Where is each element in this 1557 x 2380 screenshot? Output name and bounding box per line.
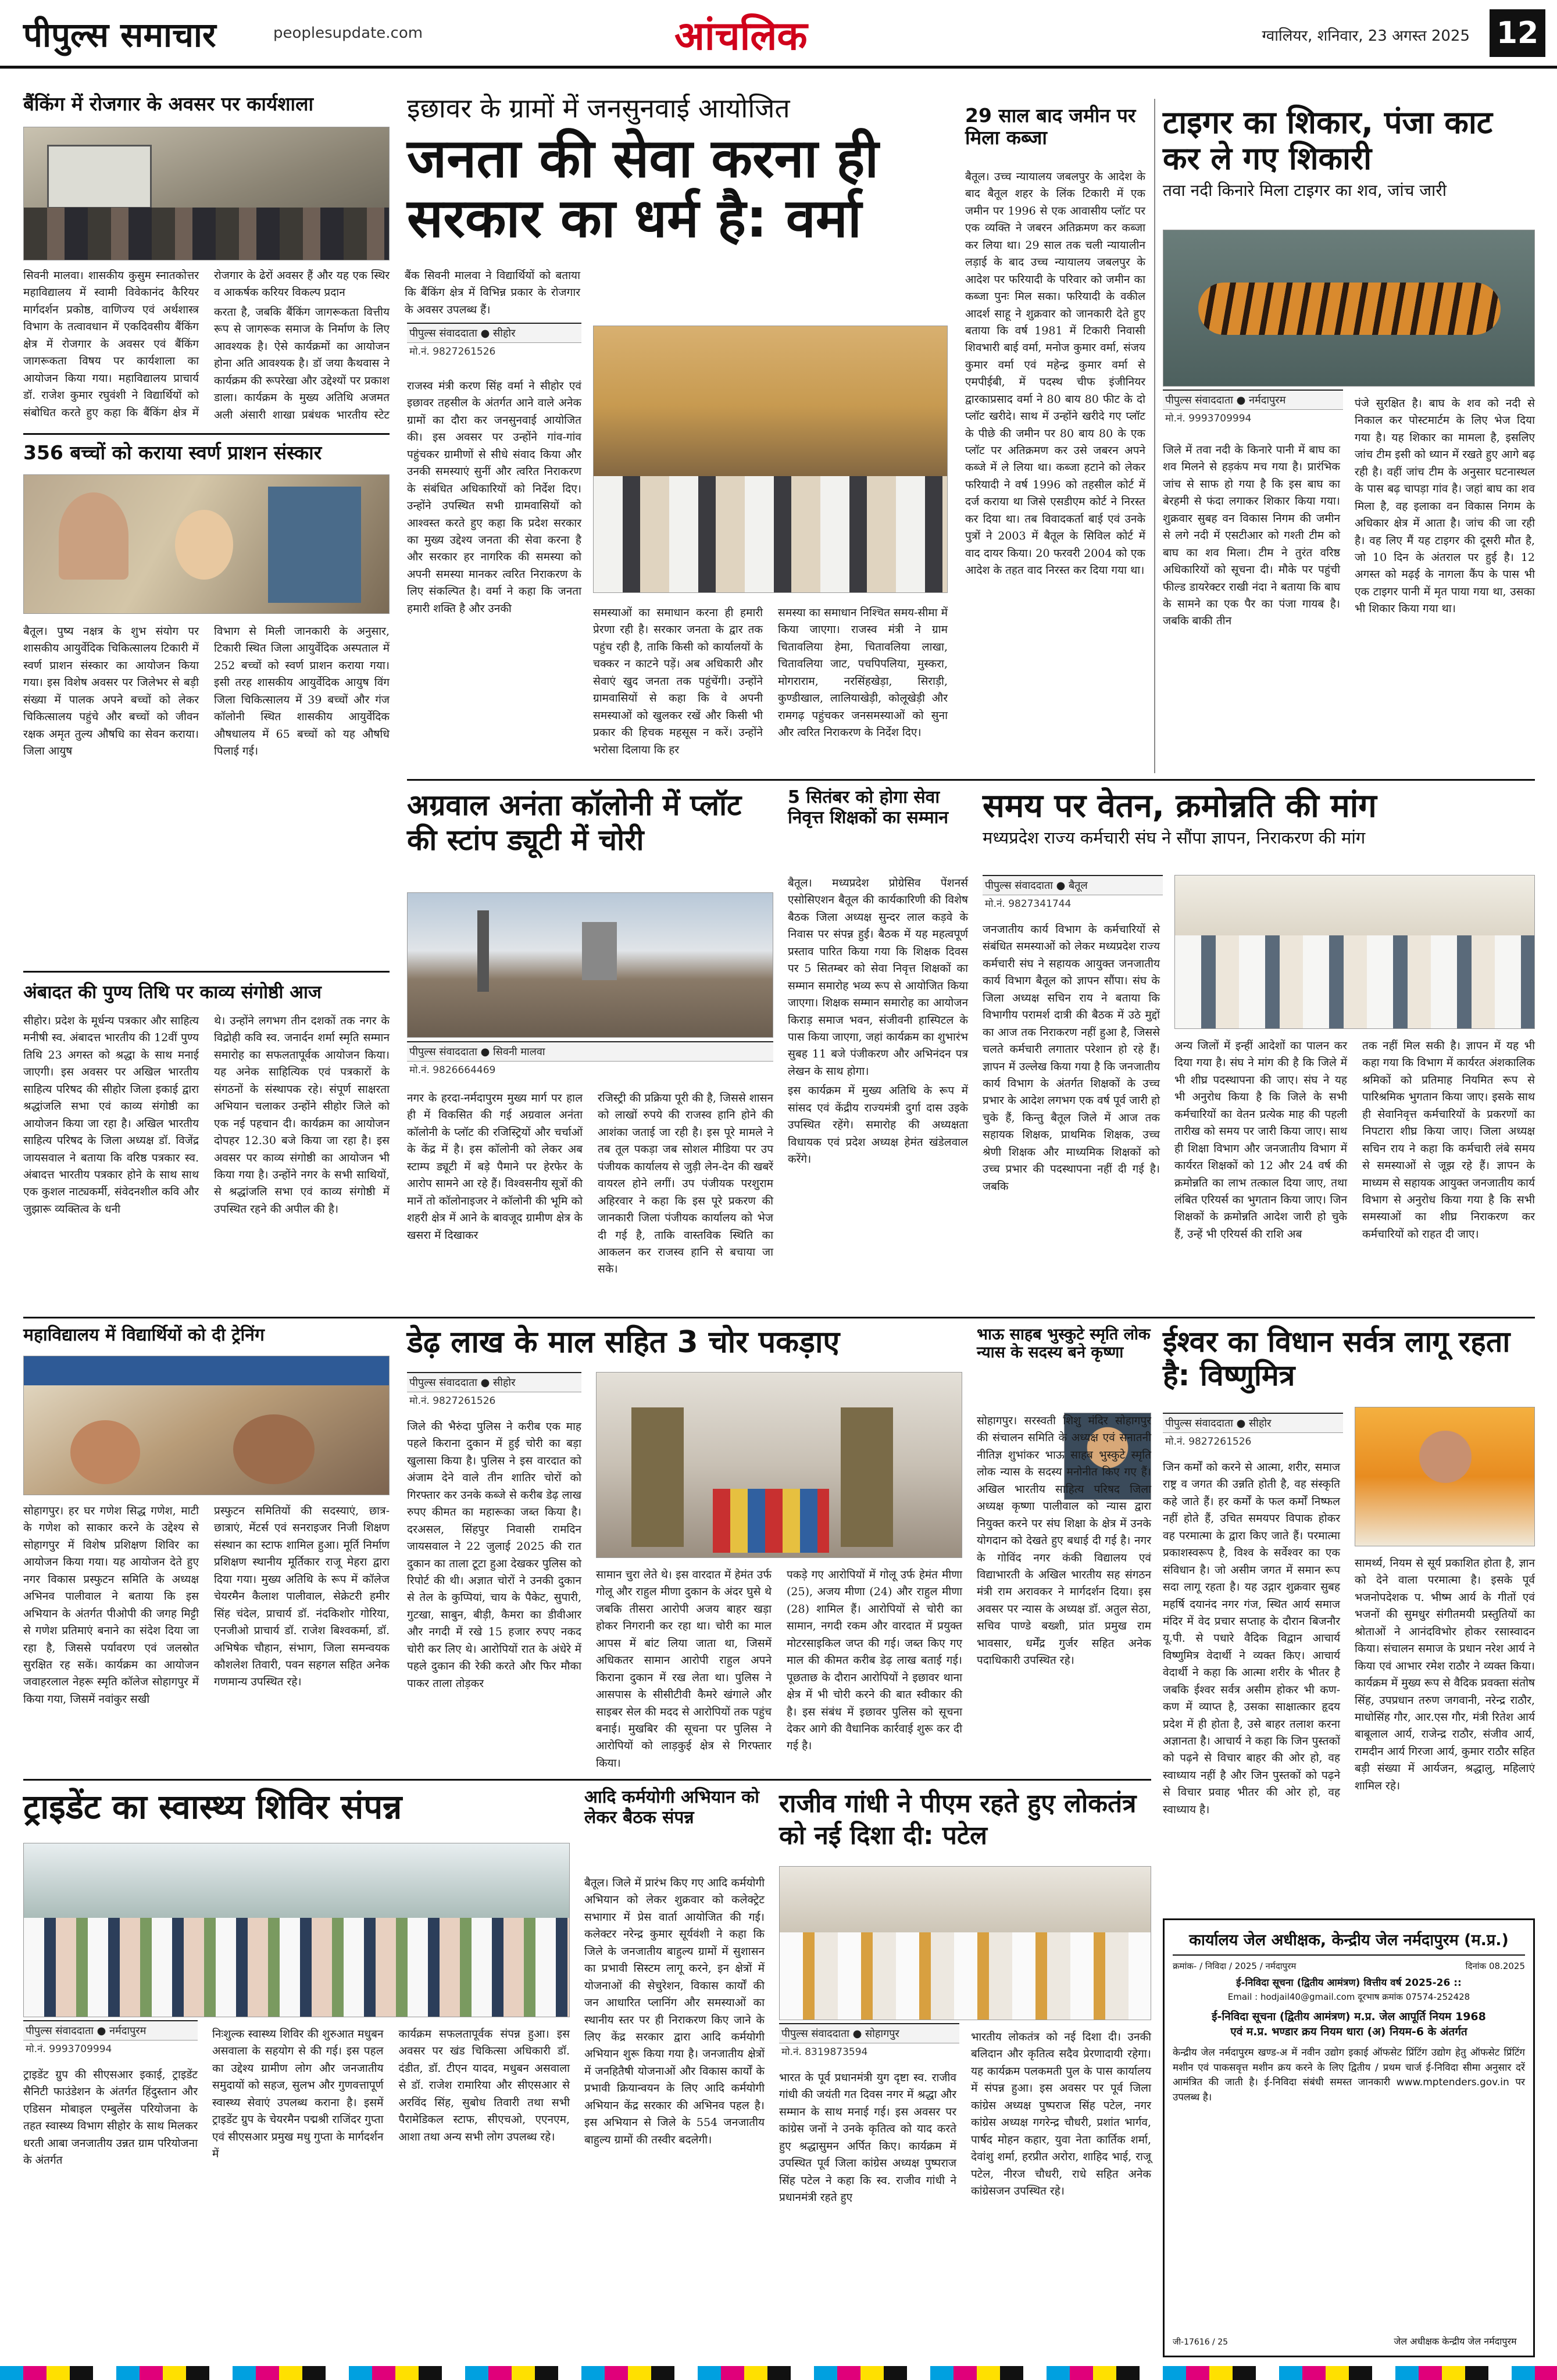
headline: भाऊ साहब भुस्कुटे स्मृति लोक न्यास के सदस्य बने कृष्णा	[977, 1325, 1151, 1362]
notice-footer: जेल अधीक्षक केन्द्रीय जेल नर्मदापुरम	[1394, 2336, 1517, 2347]
byline: पीपुल्स संवाददाता ● सिवनी मालवा	[407, 1041, 773, 1062]
mobile: मो.नं. 8319873594	[781, 2046, 868, 2058]
photo-memorandum	[1174, 875, 1535, 1029]
notice-title: कार्यालय जेल अधीक्षक, केन्द्रीय जेल नर्मदापुरम (म.प्र.)	[1173, 1928, 1525, 1956]
photo-training	[23, 1356, 390, 1495]
headline: ट्राइडेंट का स्वास्थ्य शिविर संपन्न	[23, 1787, 402, 1827]
body: सीहोर। प्रदेश के मूर्धन्य पत्रकार और साहित्य मनीषी स्व. अंबादत्त भारतीय की 12वीं पुण्य तिथि 23 अगस्त को श्रद्धा के साथ मनाई जाएगी। इस अवसर पर अखिल भारतीय साहित्य परिषद की सीहोर जिला इकाई द्वारा श्रद्धांजलि सभा एवं काव्य संगोष्ठी का आयोजन किया जा रहा है। अखिल भारतीय साहित्य परिषद के जिला अध्यक्ष डॉ. विजेंद्र जायसवाल ने बताया कि वरिष्ठ पत्रकार स्व. अंबादत्त भारतीय पत्रकार होने के साथ साथ एक कुशल नाट्यकर्मी, संवेदनशील कवि और जुझारू व्यक्तित्व के धनी थे। उन्होंने लगभग तीन दशकों तक नगर के विद्रोही कवि स्व. जनार्दन शर्मा स्मृति सम्मान समारोह का सफलतापूर्वक आयोजन किया। यह अनेक साहित्यिक एवं पत्रकारों के संगठनों के संस्थापक रहे। संपूर्ण साक्षरता अभियान चलाकर उन्होंने सीहोर जिले को एक नई पहचान दी। कार्यक्रम का आयोजन दोपहर 12.30 बजे किया जा रहा है। इस अवसर पर काव्य संगोष्ठी का आयोजन भी किया गया है। उन्होंने नगर के सभी साथियों, से श्रद्धांजलि सभा एवं काव्य संगोष्ठी में उपस्थित रहने की अपील की है।	[23, 1014, 390, 1216]
byline: पीपुल्स संवाददाता ● सीहोर	[407, 323, 581, 343]
section-title: आंचलिक	[674, 13, 808, 59]
byline: पीपुल्स संवाददाता ● नर्मदापुरम	[23, 2020, 198, 2040]
body: बैतूल। मध्यप्रदेश प्रोग्रेसिव पेंशनर्स एसोसिएशन बैतूल की कार्यकारिणी की विशेष बैठक जिला अध्यक्ष सुन्दर लाल कड़वे के निवास पर संपन्न हुई। बैठक में यह महत्वपूर्ण प्रस्ताव पारित किया गया कि शिक्षक दिवस पर 5 सितम्बर को सेवा निवृत्त शिक्षकों का सम्मान समारोह भव्य रूप से आयोजित किया जाएगा। शिक्षक सम्मान समारोह का आयोजन किराड़ समाज भवन, संजीवनी हास्पिटल के पास किया जाएगा, जहां कार्यक्रम का शुभारंभ सुबह 11 बजे पंजीकरण और अभिनंदन पत्र लेखन के साथ होगा। इस कार्यक्रम में मुख्य अतिथि के रूप में सांसद एवं केंद्रीय राज्यमंत्री दुर्गा दास उइके उपस्थित रहेंगे। समारोह की अध्यक्षता विधायक एवं प्रदेश अध्यक्ष हेमंत खंडेलवाल करेंगे।	[788, 877, 968, 1166]
headline: 5 सितंबर को होगा सेवा निवृत्त शिक्षकों का सम्मान	[788, 787, 949, 828]
body: बैतूल। जिले में प्रारंभ किए गए आदि कर्मयोगी अभियान को लेकर शुक्रवार को कलेक्ट्रेट सभागार में प्रेस वार्ता आयोजित की गई। कलेक्टर नरेन्द्र कुमार सूर्यवंशी ने कहा कि जिले के जनजातीय बाहुल्य ग्रामों में सुशासन का प्रभावी सिस्टम लागू करने, इन क्षेत्रों में योजनाओं की सेचुरेशन, विकास कार्यों की जन आधारित प्लानिंग और समस्याओं का स्थानीय स्तर पर ही निराकरण किए जाने के लिए केंद्र सरकार द्वारा आदि कर्मयोगी अभियान शुरू किया गया है। जनजातीय क्षेत्रों में जनहितैषी योजनाओं और विकास कार्यों के प्रभावी क्रियान्वयन के लिए आदि कर्मयोगी अभियान केंद्र सरकार की अभिनव पहल है। इस अभियान से जिले के 554 जनजातीय बाहुल्य ग्रामों की तस्वीर बदलेगी।	[584, 1877, 765, 2146]
photo-classroom	[23, 127, 390, 260]
article-trident	[23, 1788, 570, 2357]
article-vidhan	[1163, 1325, 1535, 1907]
body-col1: जिन कर्मों को करने से आत्मा, शरीर, समाज राष्ट्र व जगत की उन्नति होती है, वह संस्कृति कहे जाते हैं। हर कर्मों के फल कर्मों निष्फल नहीं होते हैं, उचित समयपर विपाक होकर वह परमात्मा के द्वारा किए जाते हैं। परमात्मा प्रकाशस्वरूप है, विश्व के सर्वेश्वर का एक संविधान है। जो असीम जगत में समान रूप सदा लागू रहता है। यह उद्गार शुक्रवार सुबह महर्षि दयानंद नगर गंज, स्थित आर्य समाज मंदिर में वेद प्रचार सप्ताह के दौरान बिजनौर यू.पी. से पधारे वैदिक विद्वान आचार्य विष्णुमित्र वेदार्थी ने व्यक्त किए। आचार्य वेदार्थी ने कहा कि आत्मा शरीर के भीतर है जबकि ईश्वर सर्वत्र असीम होकर भी कण-कण में व्याप्त है, उसका साक्षात्कार हृदय प्रदेश में ही होता है, उसे बाहर तलाश करना अज्ञानता है। आचार्य ने कहा कि जिन पुस्तकों को पढ़ने से विचार बाहर की ओर हो, वह स्वाध्याय नहीं है और जिन पुस्तकों को पढ़ने से विचार प्रवाह भीतर की ओर हो, वह स्वाध्याय है।	[1163, 1461, 1340, 1816]
headline: डेढ़ लाख के माल सहित 3 चोर पकड़ाए	[407, 1325, 840, 1360]
mobile: मो.नं. 9993709994	[1165, 413, 1252, 424]
body-col2: भारतीय लोकतंत्र को नई दिशा दी। उनकी बलिदान और कृतित्व सदैव प्रेरणादायी रहेगा। यह कार्यक्रम पलकमती पुल के पास कार्यालय में संपन्न हुआ। इस अवसर पर पूर्व जिला कांग्रेस अध्यक्ष पुष्पराज सिंह पटेल, नगर कांग्रेस अध्यक्ष गगरेन्द्र चौधरी, प्रशांत भार्गव, पार्षद मोहन कहार, युवा नेता कार्तिक शर्मा, देवांशु शर्मा, हरप्रीत अरोरा, शाहिद भाई, राजू पटेल, नीरज चौधरी, राधे सहित अनेक कांग्रेसजन उपस्थित रहे।	[971, 2031, 1151, 2197]
body-col1: राजस्व मंत्री करण सिंह वर्मा ने सीहोर एवं इछावर तहसील के अंतर्गत आने वाले अनेक ग्रामों का दौरा कर जनसुनवाई आयोजित की। इस अवसर पर उन्होंने गांव-गांव पहुंचकर ग्रामीणों से सीधे संवाद किया और उनकी समस्याएं सुनीं और त्वरित निराकरण के संबंधित अधिकारियों को निर्देश दिए। उन्होंने उपस्थित सभी ग्रामवासियों को आश्वस्त करते हुए कहा कि प्रदेश सरकार का मुख्य उद्देश्य जनता की सेवा करना है और सरकार हर नागरिक की समस्या को अपनी समस्या मानकर त्वरित निराकरण के लिए संकल्पित है। वर्मा ने कहा कि जनता हमारी शक्ति है और उनकी	[407, 380, 581, 615]
photo-colony	[407, 892, 773, 1038]
body-col2: निःशुल्क स्वास्थ्य शिविर की शुरुआत मधुबन असवाला के सहयोग से की गई। इस पहल का उद्देश्य ग्रामीण लोग और जनजातीय समुदायों को सहज, सुलभ और गुणवत्तापूर्ण स्वास्थ्य सेवाएं उपलब्ध कराना है। इसमें ट्राइडेंट ग्रुप के चेयरमैन पद्मश्री राजिंदर गुप्ता एवं सीएसआर प्रमुख मधु गुप्ता के मार्गदर्शन में कार्यक्रम सफलतापूर्वक संपन्न हुआ। इस अवसर पर खंड चिकित्सा अधिकारी डॉ. दंडीत, डॉ. टीएन यादव, मधुबन असवाला से डॉ. राजेश रामारिया और सीएसआर से अरविंद सिंह, सुबोध तिवारी तथा सभी पैरामेडिकल स्टाफ, सीएचओ, एएनएम, आशा तथा अन्य सभी लोग उपलब्ध रहे।	[212, 2028, 570, 2161]
headline: अग्रवाल अनंता कॉलोनी में प्लॉट की स्टांप ड्यूटी में चोरी	[407, 788, 742, 857]
notice-line1: ई-निविदा सूचना (द्वितीय आमंत्रण) म.प्र. जेल आपूर्ति नियम 1968	[1212, 2010, 1486, 2023]
photo-acharya	[1355, 1407, 1535, 1546]
body-col1: जनजातीय कार्य विभाग के कर्मचारियों से संबंधित समस्याओं को लेकर मध्यप्रदेश राज्य कर्मचारी संघ ने सहायक आयुक्त जनजातीय कार्य विभाग बैतूल को ज्ञापन सौंपा। संघ के जिला अध्यक्ष सचिन राय ने बताया कि विभागीय परामर्श दात्री की बैठक में उठे मुद्दों का आज तक निराकरण नहीं हुआ है, जिससे चलते कर्मचारी लगातार परेशान हो रहे हैं। ज्ञापन में उल्लेख किया गया है कि जनजातीय कार्य विभाग के अंतर्गत शिक्षकों के उच्च प्रभार के आदेश लगभग एक वर्ष पूर्व जारी हो चुके हैं, किन्तु बैतूल जिले में आज तक सहायक शिक्षक, प्राथमिक शिक्षक, उच्च श्रेणी शिक्षक और माध्यमिक शिक्षकों को उच्च प्रभार की पदस्थापना नहीं दी गई है। जबकि	[983, 923, 1160, 1193]
article-rajiv	[779, 1788, 1151, 2357]
body: सिवनी मालवा। शासकीय कुसुम स्नातकोत्तर महाविद्यालय में स्वामी विवेकानंद कैरियर मार्गदर्शन प्रकोष्ठ, वाणिज्य एवं अर्थशास्त्र विभाग के तत्वावधान में एकदिवसीय बैंकिंग क्षेत्र में रोजगार के अवसर एवं बैंकिंग जागरूकता विषय पर कार्यशाला का आयोजन किया गया। महाविद्यालय प्राचार्य डॉ. राजेश कुमार रघुवंशी ने विद्यार्थियों को संबोधित करते हुए कहा कि बैंकिंग क्षेत्र में रोजगार के ढेरों अवसर हैं और यह एक स्थिर व आकर्षक करियर विकल्प प्रदान करता है, जबकि बैंकिंग जागरूकता वित्तीय रूप से जागरूक समाज के निर्माण के लिए आवश्यक है। ऐसे कार्यक्रमों का आयोजन होना अति आवश्यक है। डॉ जया कैथवास ने कार्यक्रम की रूपरेखा और उद्देश्यों पर प्रकाश डाला। कार्यक्रम के मुख्य अतिथि अजमत अली अंसारी शाखा प्रबंधक भारतीय स्टेट बैंक सिवनी मालवा ने विद्यार्थियों को बताया कि बैंकिंग क्षेत्र में विभिन्न प्रकार के रोजगार के अवसर उपलब्ध हैं।	[23, 269, 580, 421]
byline: पीपुल्स संवाददाता ● सीहोर	[407, 1372, 581, 1392]
headline: 356 बच्चों को कराया स्वर्ण प्राशन संस्कार	[23, 441, 322, 464]
mobile: मो.नं. 9827261526	[1165, 1436, 1252, 1448]
article-shikshak	[788, 788, 968, 1311]
column-rule	[1154, 99, 1155, 773]
body-col1: जिले में तवा नदी के किनारे पानी में बाघ का शव मिलने से हड़कंप मच गया है। प्रारंभिक जांच से साफ हो गया है कि इस बाघ का बेरहमी से फंदा लगाकर शिकार किया गया। शुक्रवार सुबह वन विकास निगम की जमीन से लगे नदी में एसटीआर को गश्ती टीम को बाघ का शव मिला। टीम ने तुरंत वरिष्ठ अधिकारियों को सूचना दी। मौके पर पहुंची फील्ड डायरेक्टर राखी नंदा ने बताया कि बाघ के सामने का एक पैर का पंजा गायब है। जबकि बाकी तीन	[1163, 444, 1340, 628]
color-registration-strip	[0, 2366, 1557, 2380]
headline: राजीव गांधी ने पीएम रहते हुए लोकतंत्र को नई दिशा दी: पटेल	[779, 1789, 1137, 1850]
body: सोहागपुर। सरस्वती शिशु मंदिर सोहागपुर की संचालन समिति के अध्यक्ष एवं सनातनी नीतिज्ञ शुभांकर भाऊ साहब भुस्कुटे स्मृति लोक न्यास के सदस्य मनोनीत किए गए हैं। अखिल भारतीय साहित्य परिषद जिला अध्यक्ष कृष्णा पालीवाल को न्यास द्वारा नियुक्त करने पर संघ शिक्षा के क्षेत्र में उनके योगदान को देखते हुए बधाई दी गई है। नगर के गोविंद नगर कंकी विद्यालय एवं विद्याभारती के अखिल भारतीय सह संगठन मंत्री राम अरावकर ने मार्गदर्शन दिया। इस अवसर पर न्यास के अध्यक्ष डॉ. अतुल सेठा, सचिव पाण्डे बख्शी, प्रांत प्रमुख राम भावसार, धर्मेंद्र गुर्जर सहित अनेक पदाधिकारी उपस्थित रहे।	[977, 1414, 1151, 1667]
divider	[23, 433, 390, 435]
mobile: मो.नं. 9993709994	[26, 2043, 112, 2055]
body-col1: भारत के पूर्व प्रधानमंत्री युग दृष्टा स्व. राजीव गांधी की जयंती गत दिवस नगर में श्रद्धा और सम्मान के साथ मनाई गई। इस अवसर पर कांग्रेस जनों ने उनके कृतित्व को याद करते हुए श्रद्धासुमन अर्पित किए। कार्यक्रम में उपस्थित पूर्व जिला कांग्रेस अध्यक्ष पुष्पराज सिंह पटेल ने कहा कि स्व. राजीव गांधी ने प्रधानमंत्री रहते हुए	[779, 2071, 956, 2204]
masthead	[0, 0, 1557, 69]
article-vetan	[983, 788, 1535, 1311]
tender-notice	[1163, 1918, 1535, 2357]
headline: टाइगर का शिकार, पंजा काट कर ले गए शिकारी	[1163, 104, 1493, 177]
headline: जनता की सेवा करना ही सरकार का धर्म है: वर्मा	[407, 127, 879, 249]
byline: पीपुल्स संवाददाता ● नर्मदापुरम	[1163, 389, 1343, 410]
kicker: इछावर के ग्रामों में जनसुनवाई आयोजित	[407, 92, 790, 124]
notice-date: दिनांक 08.2025	[1465, 1961, 1525, 1971]
body-col2: अन्य जिलों में इन्हीं आदेशों का पालन कर दिया गया है। संघ ने मांग की है कि जिले में भी शीघ्र पदस्थापना की जाए। संघ ने यह भी अनुरोध किया है कि जिले के सभी कर्मचारियों का वेतन प्रत्येक माह की पहली तारीख को समय पर जारी किया जाए। साथ ही शिक्षा विभाग और जनजातीय विभाग में कार्यरत शिक्षकों को 12 और 24 वर्ष की क्रमोन्नति का लाभ तत्काल दिया जाए, तथा लंबित एरियर्स का भुगतान किया जाए। जिन शिक्षकों के क्रमोन्नति आदेश जारी हो चुके हैं, उन्हें भी एरियर्स की राशि अब तक नहीं मिल सकी है। ज्ञापन में यह भी कहा गया कि विभाग में कार्यरत अंशकालिक श्रमिकों को प्रतिमाह नियमित रूप से पारिश्रमिक भुगतान किया जाए। इसके साथ ही सेवानिवृत्त कर्मचारियों के प्रकरणों का निपटारा शीघ्र किया जाए। जिला अध्यक्ष सचिन राय ने कहा कि कर्मचारी लंबे समय से समस्याओं से जूझ रहे हैं। ज्ञापन के माध्यम से सहायक आयुक्त जनजातीय कार्य विभाग से अनुरोध किया गया है कि सभी समस्याओं का शीघ्र निराकरण कर कर्मचारियों को राहत दी जाए।	[1174, 1039, 1535, 1241]
photo-tiger	[1163, 230, 1535, 387]
divider	[407, 779, 1535, 781]
article-kabja	[965, 105, 1145, 773]
article-nyas	[977, 1325, 1151, 1773]
body-col2: समस्याओं का समाधान करना ही हमारी प्रेरणा रही है। सरकार जनता के द्वार तक पहुंच रही है, ताकि किसी को कार्यालयों के चक्कर न काटने पड़ें। अब अधिकारी और सेवाएं खुद जनता तक पहुंचेंगी। उन्होंने ग्रामवासियों से कहा कि वे अपनी समस्याओं को खुलकर रखें और किसी भी प्रकार की हिचक महसूस न करें। उन्होंने भरोसा दिलाया कि हर समस्या का समाधान निश्चित समय-सीमा में किया जाएगा। राजस्व मंत्री ने ग्राम चितावलिया हेमा, चितावलिया लाखा, चितावलिया जाट, पचपिपलिया, मुस्करा, मोगराराम, नरसिंहखेड़ा, सिराड़ी, कुण्डीखाल, लालियाखेड़ी, कोलूखेड़ी और रामगढ़ पहुंचकर जनसमस्याओं को सुना और त्वरित निराकरण के निर्देश दिए।	[593, 606, 948, 756]
notice-ref: क्रमांक- / निविदा / 2025 / नर्मदापुरम	[1173, 1961, 1297, 1971]
body-col1: ट्राइडेंट ग्रुप की सीएसआर इकाई, ट्राइडेंट सैनिटी फाउंडेशन के अंतर्गत हिंदुस्तान और एडिसन मोबाइल एम्बुलेंस परियोजना के तहत स्वास्थ्य विभाग सीहोर के साथ मिलकर धरती आबा जनजातीय उन्नत ग्राम परियोजना के अंतर्गत	[23, 2068, 198, 2167]
byline: पीपुल्स संवाददाता ● बैतूल	[983, 875, 1163, 895]
body-col2: सामान चुरा लेते थे। इस वारदात में हेमंत उर्फ गोलू और राहुल मीणा दुकान के अंदर घुसे थे जबकि तीसरा आरोपी अजय बाहर खड़ा होकर निगरानी कर रहा था। चोरी का माल आपस में बांट लिया जाता था, जिसमें अधिकतर सामान आरोपी राहुल अपने किराना दुकान में रख लेता था। पुलिस ने आसपास के सीसीटीवी कैमरे खंगाले और साइबर सेल की मदद से आरोपियों तक पहुंच बनाई। मुखबिर की सूचना पर पुलिस ने आरोपियों को लाड़कुई क्षेत्र से गिरफ्तार किया। पकड़े गए आरोपियों में गोलू उर्फ हेमंत मीणा (25), अजय मीणा (24) और राहुल मीणा (28) शामिल हैं। आरोपियों से चोरी का सामान, नगदी रकम और वारदात में प्रयुक्त मोटरसाइकिल जप्त की गई। जब्त किए गए माल की कीमत करीब डेढ़ लाख बताई गई। पूछताछ के दौरान आरोपियों ने इछावर थाना क्षेत्र में भी चोरी करने की बात स्वीकार की है। इस संबंध में इछावर पुलिस को सूचना देकर आगे की वैधानिक कार्रवाई शुरू कर दी गई है।	[596, 1568, 962, 1770]
divider	[23, 1317, 1535, 1318]
body: बैतूल। उच्च न्यायालय जबलपुर के आदेश के बाद बैतूल शहर के लिंक टिकारी में एक जमीन पर 1996 से एक आवासीय प्लॉट पर एक व्यक्ति ने जबरन अतिक्रमण कर कब्जा कर लिया था। 29 साल तक चली न्यायालीन लड़ाई के बाद उच्च न्यायालय जबलपुर के आदेश पर फरियादी के परिवार को जमीन का कब्जा पुनः मिल सका। फरियादी के वकील आदर्श साहू ने शुक्रवार को जानकारी देते हुए बताया कि वर्ष 1981 में टिकारी निवासी शिवभारी बाई वर्मा, मनोज कुमार वर्मा, संजय कुमार वर्मा एवं महेन्द्र कुमार वर्मा से एमपीईबी, में पदस्थ चीफ इंजीनियर द्वारकाप्रसाद वर्मा ने 80 बाय 80 फीट के दो प्लॉट खरीदे। साथ में उन्होंने खरीदे गए प्लॉट के पीछे की जमीन पर 80 बाय 80 के एक प्लॉट पर अतिक्रमण कर उसे जबरन अपने कब्जे में ले लिया था। कब्जा हटाने को लेकर फरियादी ने वर्ष 1996 को तहसील कोर्ट में दर्ज कराया था जिसे एसडीएम कोर्ट ने निरस्त कर दिया था। तब विवादकर्ता बाई एवं उनके पुत्रों ने 2003 में बैतूल के सिविल कोर्ट में वाद दायर किया। 20 फरवरी 2004 को एक आदेश के तहत वाद निरस्त कर दिया गया था।	[965, 170, 1145, 577]
notice-text: केन्द्रीय जेल नर्मदापुरम खण्ड-अ में नवीन उद्योग इकाई ऑफसेट प्रिंटिंग उद्योग हेतु ऑफसेट प्रिंटिंग मशीन एवं पाकसवृत्त मशीन क्रय करने के लिए द्वितीय / प्रथम चार्ज ई-निविदा सीमा अनुसार दरें आमंत्रित की जाती है। ई-निविदा संबंधी समस्त जानकारी www.mptenders.gov.in पर उपलब्ध है।	[1173, 2047, 1525, 2103]
byline: पीपुल्स संवाददाता ● सोहागपुर	[779, 2023, 959, 2043]
subhead: तवा नदी किनारे मिला टाइगर का शव, जांच जारी	[1163, 181, 1447, 201]
article-kavya	[23, 982, 390, 1308]
notice-code: जी-17616 / 25	[1173, 2338, 1229, 2347]
body: नगर के हरदा-नर्मदापुरम मुख्य मार्ग पर हाल ही में विकसित की गई अग्रवाल अनंता कॉलोनी के प्लॉट की रजिस्ट्रियों और चर्चाओं के केंद्र में है। इस कॉलोनी को लेकर अब स्टाम्प ड्यूटी में बड़े पैमाने पर हेरफेर के आरोप सामने आ रहे हैं। विश्वसनीय सूत्रों की मानें तो कॉलोनाइजर ने कॉलोनी की भूमि को शहरी क्षेत्र में आने के बावजूद ग्रामीण क्षेत्र के खसरा में दिखाकर रजिस्ट्री की प्रक्रिया पूरी की है, जिससे शासन को लाखों रुपये की राजस्व हानि होने की आशंका जताई जा रही है। इस पूरे मामले ने तब तूल पकड़ा जब सोशल मीडिया पर उप पंजीयक कार्यालय से जुड़ी लेन-देन की खबरें वायरल होने लगीं। उप पंजीयक परशुराम अहिरवार ने कहा कि इस पूरे प्रकरण की जानकारी जिला पंजीयक कार्यालय को भेज दी गई है, ताकि वास्तविक स्थिति का आकलन कर राजस्व हानि से बचाया जा सके।	[407, 1092, 773, 1276]
article-tiger	[1163, 105, 1535, 773]
mobile: मो.नं. 9827261526	[409, 346, 496, 358]
headline: ईश्वर का विधान सर्वत्र लागू रहता है: विष्णुमित्र	[1163, 1325, 1510, 1392]
website-url[interactable]: peoplesupdate.com	[273, 24, 423, 42]
headline: महाविद्यालय में विद्यार्थियों को दी ट्रेनिंग	[23, 1325, 265, 1345]
article-plot	[407, 788, 773, 1311]
body: बैतूल। पुष्य नक्षत्र के शुभ संयोग पर शासकीय आयुर्वेदिक चिकित्सालय टिकारी में स्वर्ण प्राशन संस्कार का आयोजन किया गया। इस विशेष अवसर पर जिलेभर से बड़ी संख्या में पालक अपने बच्चों को लेकर चिकित्सालय पहुंचे और बच्चों को जीवन रक्षक अमृत तुल्य औषधि का सेवन कराया। जिला आयुष विभाग से मिली जानकारी के अनुसार, टिकारी स्थित जिला आयुर्वेदिक अस्पताल में 252 बच्चों को स्वर्ण प्राशन कराया गया। इसी तरह शासकीय आयुर्वेदिक आयुष विंग जिला चिकित्सालय में 39 बच्चों और गंज कॉलोनी स्थित शासकीय आयुर्वेदिक औषधालय में 65 बच्चों को यह औषधि पिलाई गई।	[23, 625, 390, 758]
notice-sub: ई-निविदा सूचना (द्वितीय आमंत्रण) वित्तीय वर्ष 2025-26 ::	[1236, 1977, 1462, 1989]
photo-jansunwai	[593, 326, 948, 593]
photo-police	[596, 1372, 962, 1558]
body-col2: सामर्थ्य, नियम से सूर्य प्रकाशित होता है, ज्ञान को देने वाला परमात्मा है। इसके पूर्व भजनोपदेशक प. भीष्म आर्य के गीतों एवं भजनों की सुमधुर संगीतमयी प्रस्तुतियों का श्रोताओं ने आनंदविभोर होकर रसास्वादन किया। संचालन समाज के प्रधान नरेश आर्य ने किया एवं आभार रमेश राठौर ने व्यक्त किया। कार्यक्रम में मुख्य रूप से वैदिक प्रवक्ता संतोष सिंह, उपप्रधान तरुण जगवानी, नरेन्द्र राठौर, माधोसिंह गौर, आर.एस गौर, मंत्री रितेश आर्य बाबूलाल आर्य, राजेन्द्र राठौर, संजीव आर्य, रामदीन आर्य गिरजा आर्य, कुमार राठौर सहित बड़ी संख्या में आर्यजन, श्रद्धालु, महिलाएं शामिल रहे।	[1355, 1557, 1535, 1792]
byline: पीपुल्स संवाददाता ● सीहोर	[1163, 1413, 1343, 1433]
headline: बैंकिंग में रोजगार के अवसर पर कार्यशाला	[23, 92, 314, 115]
body-col1: जिले की भैरुंदा पुलिस ने करीब एक माह पहले किराना दुकान में हुई चोरी का बड़ा खुलासा किया है। पुलिस ने इस वारदात को अंजाम देने वाले तीन शातिर चोरों को गिरफ्तार कर उनके कब्जे से करीब डेढ़ लाख रुपए कीमत का महारूका जब्त किया है। दरअसल, सिंहपुर निवासी रामदिन जायसवाल ने 22 जुलाई 2025 की रात दुकान का ताला टूटा हुआ देखकर पुलिस को रिपोर्ट की थी। अज्ञात चोरों ने उनकी दुकान से तेल के कुप्पियां, चाय के पैकेट, सुपारी, गुटखा, साबुन, बीड़ी, कैमरा का डीवीआर और नगदी में रखे 15 हजार रुपए नकद चोरी कर लिए थे। आरोपियों रात के अंधेरे में पहले दुकान की रेकी करते और फिर मौका पाकर ताला तोड़कर	[407, 1420, 581, 1690]
dateline: ग्वालियर, शनिवार, 23 अगस्त 2025	[1262, 27, 1470, 45]
photo-children	[23, 474, 390, 614]
divider	[23, 971, 390, 973]
mobile: मो.नं. 9826664469	[409, 1064, 496, 1076]
notice-line2: एवं म.प्र. भण्डार क्रय नियम धारा (अ) नियम-6 के अंतर्गत	[1230, 2025, 1467, 2038]
body: सोहागपुर। हर घर गणेश सिद्ध गणेश, माटी के गणेश को साकार करने के उद्देश्य से सोहागपुर में विशेष प्रशिक्षण शिविर का आयोजन किया गया। यह आयोजन देते हुए नगर विकास प्रस्फुटन समिति के अध्यक्ष अभिनव पालीवाल ने बताया कि इस अभियान के अंतर्गत पीओपी की जगह मिट्टी से गणेश प्रतिमाएं बनाने का संदेश दिया जा रहा है, जिससे पर्यावरण एवं जलस्रोत सुरक्षित रह सकें। कार्यक्रम का आयोजन जवाहरलाल नेहरू स्मृति कॉलेज सोहागपुर में किया गया, जिसमें नवांकुर सखी प्रस्फुटन समितियों की सदस्याएं, छात्र-छात्राएं, मेंटर्स एवं सनराइजर निजी शिक्षण संस्थान का स्टाफ शामिल हुआ। मूर्ति निर्माण प्रशिक्षण स्थानीय मूर्तिकार राजू मेहरा द्वारा दिया गया। मुख्य अतिथि के रूप में कॉलेज चेयरमैन कैलाश पालीवाल, सेक्रेटरी हमीर सिंह चंदेल, प्राचार्य डॉ. नंदकिशोर गोरिया, एनजीओ प्राचार्य डॉ. राजेश बिश्वकर्मा, डॉ. अभिषेक चौहान, संभाग, जिला समन्वयक कौशलेश तिवारी, पवन सहगल सहित अनेक गणमान्य उपस्थित रहे।	[23, 1505, 390, 1706]
subhead: मध्यप्रदेश राज्य कर्मचारी संघ ने सौंपा ज्ञापन, निराकरण की मांग	[983, 828, 1366, 848]
headline: अंबादत की पुण्य तिथि पर काव्य संगोष्ठी आज	[23, 982, 322, 1003]
mobile: मो.नं. 9827341744	[985, 898, 1072, 910]
mobile: मो.नं. 9827261526	[409, 1395, 496, 1407]
notice-email: Email : hodjail40@gmail.com दूरभाष क्रमांक 07574-252428	[1227, 1992, 1470, 2002]
headline: समय पर वेतन, क्रमोन्नति की मांग	[983, 787, 1377, 825]
headline: 29 साल बाद जमीन पर मिला कब्जा	[965, 104, 1136, 149]
article-chor	[407, 1325, 962, 1773]
logo: पीपुल्स समाचार	[23, 15, 216, 55]
page-number: 12	[1490, 9, 1545, 57]
photo-congress	[779, 1866, 1151, 2020]
article-prashan	[23, 442, 390, 965]
article-karmayogi	[584, 1788, 765, 2357]
headline: आदि कर्मयोगी अभियान को लेकर बैठक संपन्न	[584, 1787, 759, 1828]
divider	[23, 1779, 1151, 1781]
article-training	[23, 1325, 390, 1773]
article-janta	[407, 93, 948, 791]
photo-health-camp	[23, 1843, 570, 2017]
body-col2: पंजे सुरक्षित है। बाघ के शव को नदी से निकाल कर पोस्टमार्टम के लिए भेज दिया गया है। यह शिकार का मामला है, इसलिए जांच टीम इसी को ध्यान में रखते हुए आगे बढ़ रही है। वहीं जांच टीम के अनुसार घटनास्थल के पास बढ़ चापड़ा गांव है। जहां बाघ का शव मिला है, वह इलाका वन विकास निगम के अधिकार क्षेत्र में आता है। जांच की जा रही है। वह लिए मैं यह टाइगर की दूसरी मौत है, जो 10 दिन के अंतराल पर हुई है। 12 अगस्त को मढ़ई के नागला कैंप के पास भी एक टाइगर पानी में मृत पाया गया था, उसका भी शिकार किया गया था।	[1355, 397, 1535, 616]
